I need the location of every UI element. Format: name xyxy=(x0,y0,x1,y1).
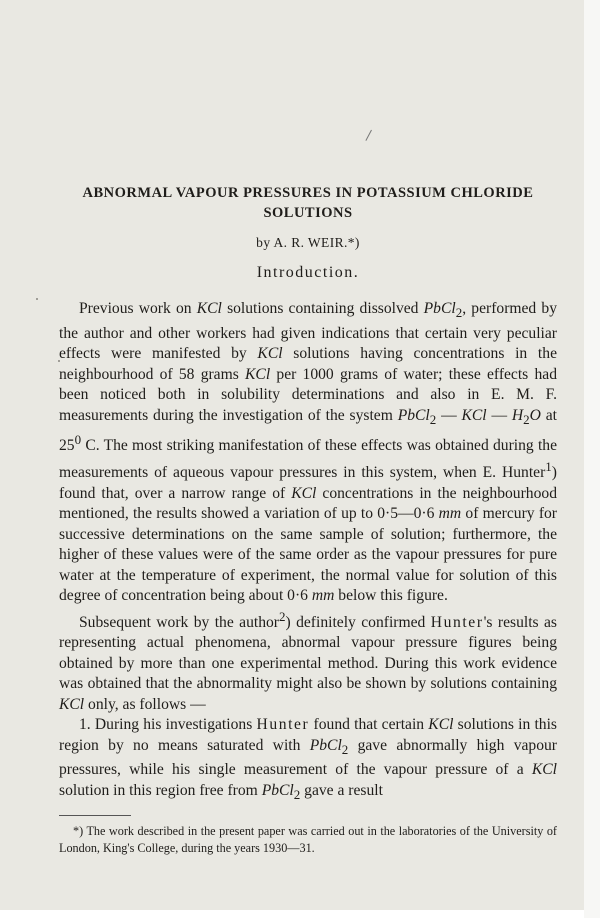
footnote: *) The work described in the present paper was carried out in the laboratories of the University of London, King's College, during the years 1930—31. xyxy=(59,823,557,855)
section-heading: Introduction. xyxy=(256,264,360,281)
page-margin xyxy=(584,0,600,918)
author-line: by A. R. WEIR.*) xyxy=(256,235,360,250)
paragraph-2: Subsequent work by the author$^2$) definitely confirmed Hunter's results as representing actual phenomena, abnormal vapour pressure figures being obtained by more than one experimental method. During this work evidence was obtained that the abnormality might also be shown by solutions containing KCl only, as follows — xyxy=(59,608,557,713)
paragraph-3: 1. During his investigations Hunter found that certain KCl solutions in this region by no means saturated with PbCl$_2$ gave abnormally high vapour pressures, while his single measurement of the vapour pressure of a KCl solution in this region free from PbCl$_2$ gave a result xyxy=(59,716,557,802)
dust-speck-icon xyxy=(36,298,38,300)
page-content xyxy=(59,183,557,857)
paragraph-1: Previous work on KCl solutions containing dissolved PbCl$_2$, performed by the author and other workers had given indications that certain very peculiar effects were manifested by KCl solutions having concentrations in the neighbourhood of 58 grams KCl per 1000 grams of water; these effects had been noticed both in solubility determinations and also in E. M. F. measurements during the investigation of the system PbCl$_2$ — KCl — $H_2O$ at $25^0$ C. The most striking manifestation of these effects was obtained during the measurements of aqueous vapour pressures in this system, when E. Hunter$^1$) found that, over a narrow range of KCl concentrations in the neighbourhood mentioned, the results showed a variation of up to 0·5—0·6 mm of mercury for successive determinations on the same sample of solution; furthermore, the higher of these values were of the same order as the vapour pressures for pure water at the temperature of experiment, the normal value for solution of this degree of concentration being about 0·6 mm below this figure. xyxy=(59,300,558,605)
paper-title: ABNORMAL VAPOUR PRESSURES IN POTASSIUM CHLORIDE SOLUTIONS xyxy=(82,185,534,221)
footnote-rule xyxy=(59,815,131,816)
